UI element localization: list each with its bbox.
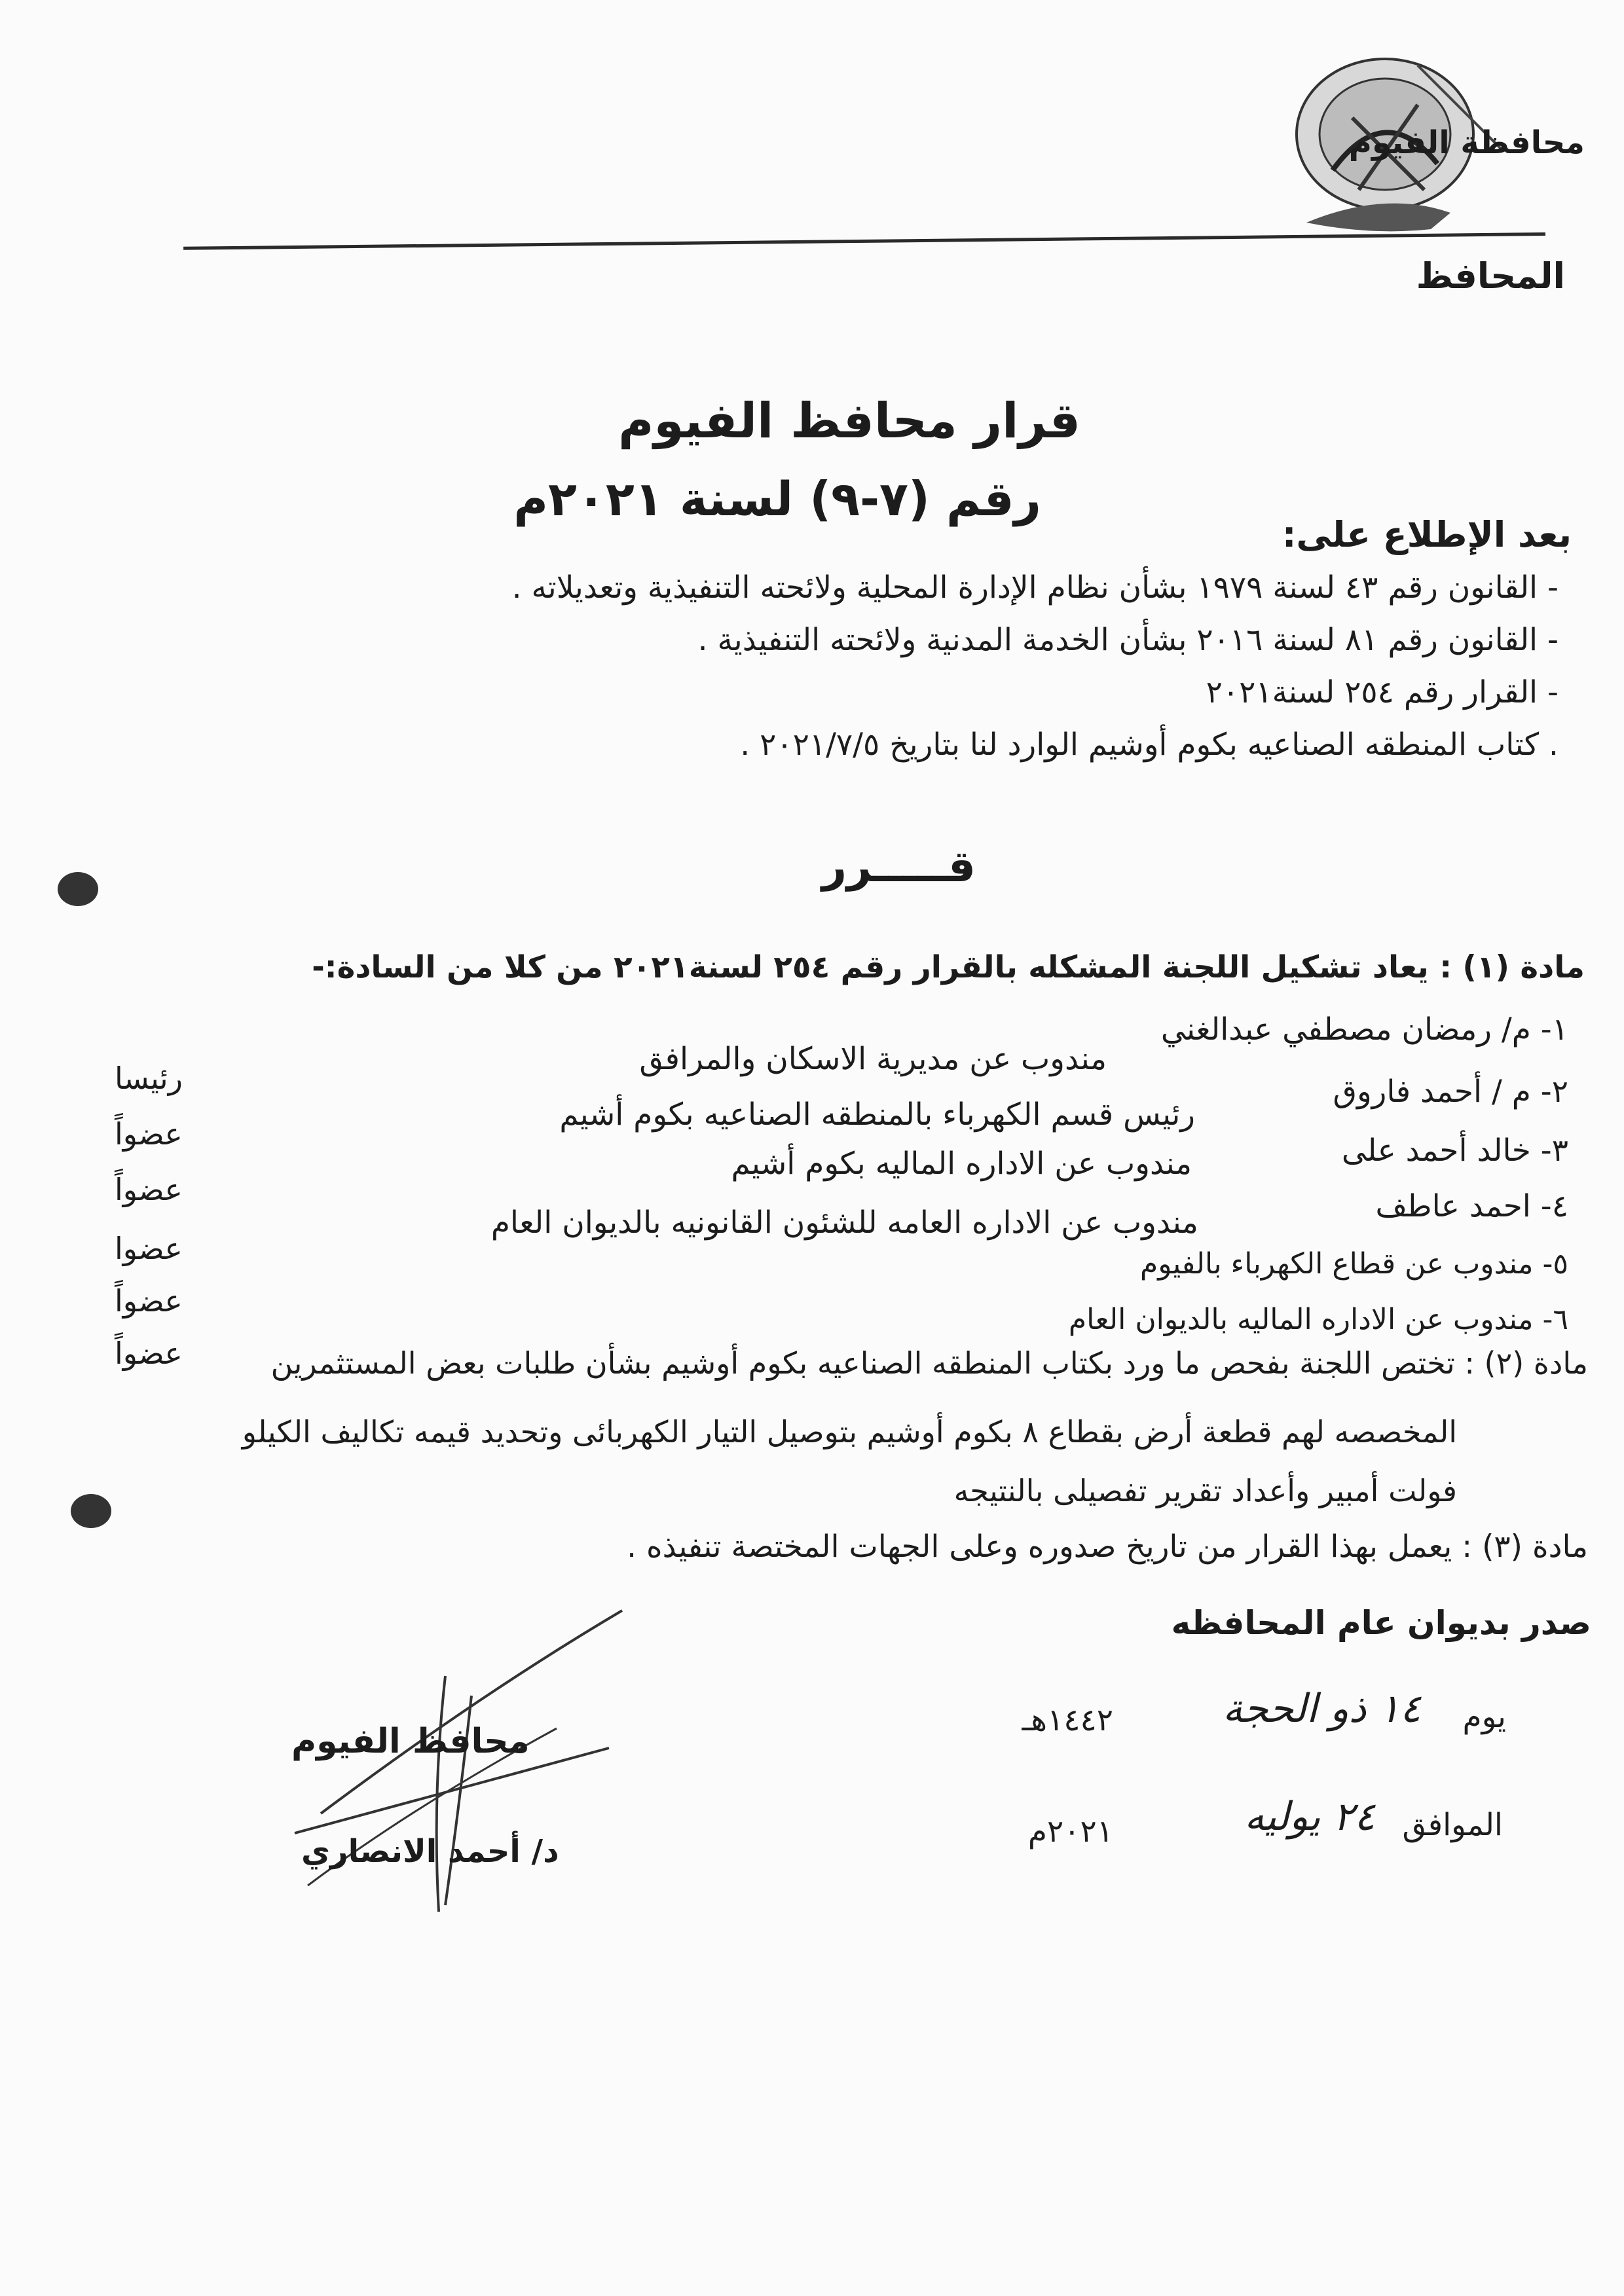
- gregorian-date-handwritten: ٢٤ يوليه: [1244, 1794, 1375, 1840]
- decision-heading: قـــــرر: [821, 841, 976, 892]
- reference-item: . كتاب المنطقه الصناعيه بكوم أوشيم الوارد لنا بتاريخ ٢٠٢١/٧/٥ .: [740, 727, 1559, 763]
- member-role: رئيس قسم الكهرباء بالمنطقه الصناعيه بكوم أشيم: [559, 1097, 1195, 1133]
- gregorian-year: ٢٠٢١م: [1027, 1813, 1113, 1850]
- signature-mark: [282, 1597, 648, 1925]
- member-title: رئيسا: [115, 1061, 183, 1096]
- article-2-continued: فولت أمبير وأعداد تقرير تفصيلى بالنتيجه: [953, 1473, 1457, 1508]
- member-name: ٢- م / أحمد فاروق: [1333, 1074, 1568, 1110]
- article-2: مادة (٢) : تختص اللجنة بفحص ما ورد بكتاب المنطقه الصناعيه بكوم أوشيم بشأن طلبات بعض المستثمرين: [270, 1345, 1588, 1381]
- issued-at: صدر بديوان عام المحافظه: [1171, 1604, 1591, 1642]
- letterhead-office: المحافظ: [1416, 255, 1565, 297]
- member-role: مندوب عن الاداره الماليه بكوم أشيم: [731, 1146, 1192, 1182]
- member-title: عضواً: [115, 1116, 183, 1152]
- reference-item: - القانون رقم ٨١ لسنة ٢٠١٦ بشأن الخدمة المدنية ولائحته التنفيذية .: [697, 622, 1559, 658]
- letterhead-divider: [183, 232, 1545, 250]
- letterhead-org: محافظة الفيوم: [1348, 124, 1585, 161]
- signatory-title: محافظ الفيوم: [291, 1722, 530, 1761]
- decree-title: قرار محافظ الفيوم: [618, 393, 1080, 449]
- member-name: ٤- احمد عاطف: [1375, 1188, 1568, 1224]
- hijri-date-label: يوم: [1462, 1699, 1506, 1735]
- member-name: ١- م/ رمضان مصطفي عبدالغني: [1160, 1011, 1568, 1048]
- member-name: ٣- خالد أحمد على: [1341, 1133, 1568, 1169]
- punch-hole: [71, 1494, 111, 1528]
- intro-heading: بعد الإطلاع على:: [1282, 514, 1572, 555]
- article-1: مادة (١) : يعاد تشكيل اللجنة المشكله بالقرار رقم ٢٥٤ لسنة٢٠٢١ من كلا من السادة:-: [312, 949, 1585, 985]
- member-title: عضواً: [115, 1283, 183, 1319]
- member-name: ٥- مندوب عن قطاع الكهرباء بالفيوم: [1140, 1247, 1568, 1281]
- signatory-name: د/ أحمد الانصاري: [301, 1833, 559, 1870]
- member-title: عضواً: [115, 1172, 183, 1207]
- hijri-year: ١٤٤٢هـ: [1022, 1702, 1113, 1738]
- article-2-continued: المخصصه لهم قطعة أرض بقطاع ٨ بكوم أوشيم بتوصيل التيار الكهربائى وتحديد قيمه تكاليف الكيلو: [242, 1414, 1457, 1449]
- punch-hole: [58, 872, 98, 906]
- reference-item: - القرار رقم ٢٥٤ لسنة٢٠٢١: [1206, 674, 1559, 710]
- member-role: مندوب عن الاداره العامه للشئون القانونيه بالديوان العام: [490, 1205, 1198, 1241]
- hijri-date-handwritten: ١٤ ذو الحجة: [1223, 1686, 1421, 1732]
- reference-item: - القانون رقم ٤٣ لسنة ١٩٧٩ بشأن نظام الإدارة المحلية ولائحته التنفيذية وتعديلاته .: [511, 570, 1559, 606]
- member-name: ٦- مندوب عن الاداره الماليه بالديوان العام: [1068, 1303, 1568, 1336]
- gregorian-date-label: الموافق: [1402, 1807, 1503, 1843]
- decree-number: رقم (٧-٩) لسنة ٢٠٢١م: [513, 471, 1041, 526]
- article-3: مادة (٣) : يعمل بهذا القرار من تاريخ صدوره وعلى الجهات المختصة تنفيذه .: [627, 1529, 1588, 1565]
- member-title: عضواً: [115, 1336, 183, 1371]
- member-role: مندوب عن مديرية الاسكان والمرافق: [639, 1041, 1107, 1077]
- member-title: عضوا: [115, 1231, 183, 1266]
